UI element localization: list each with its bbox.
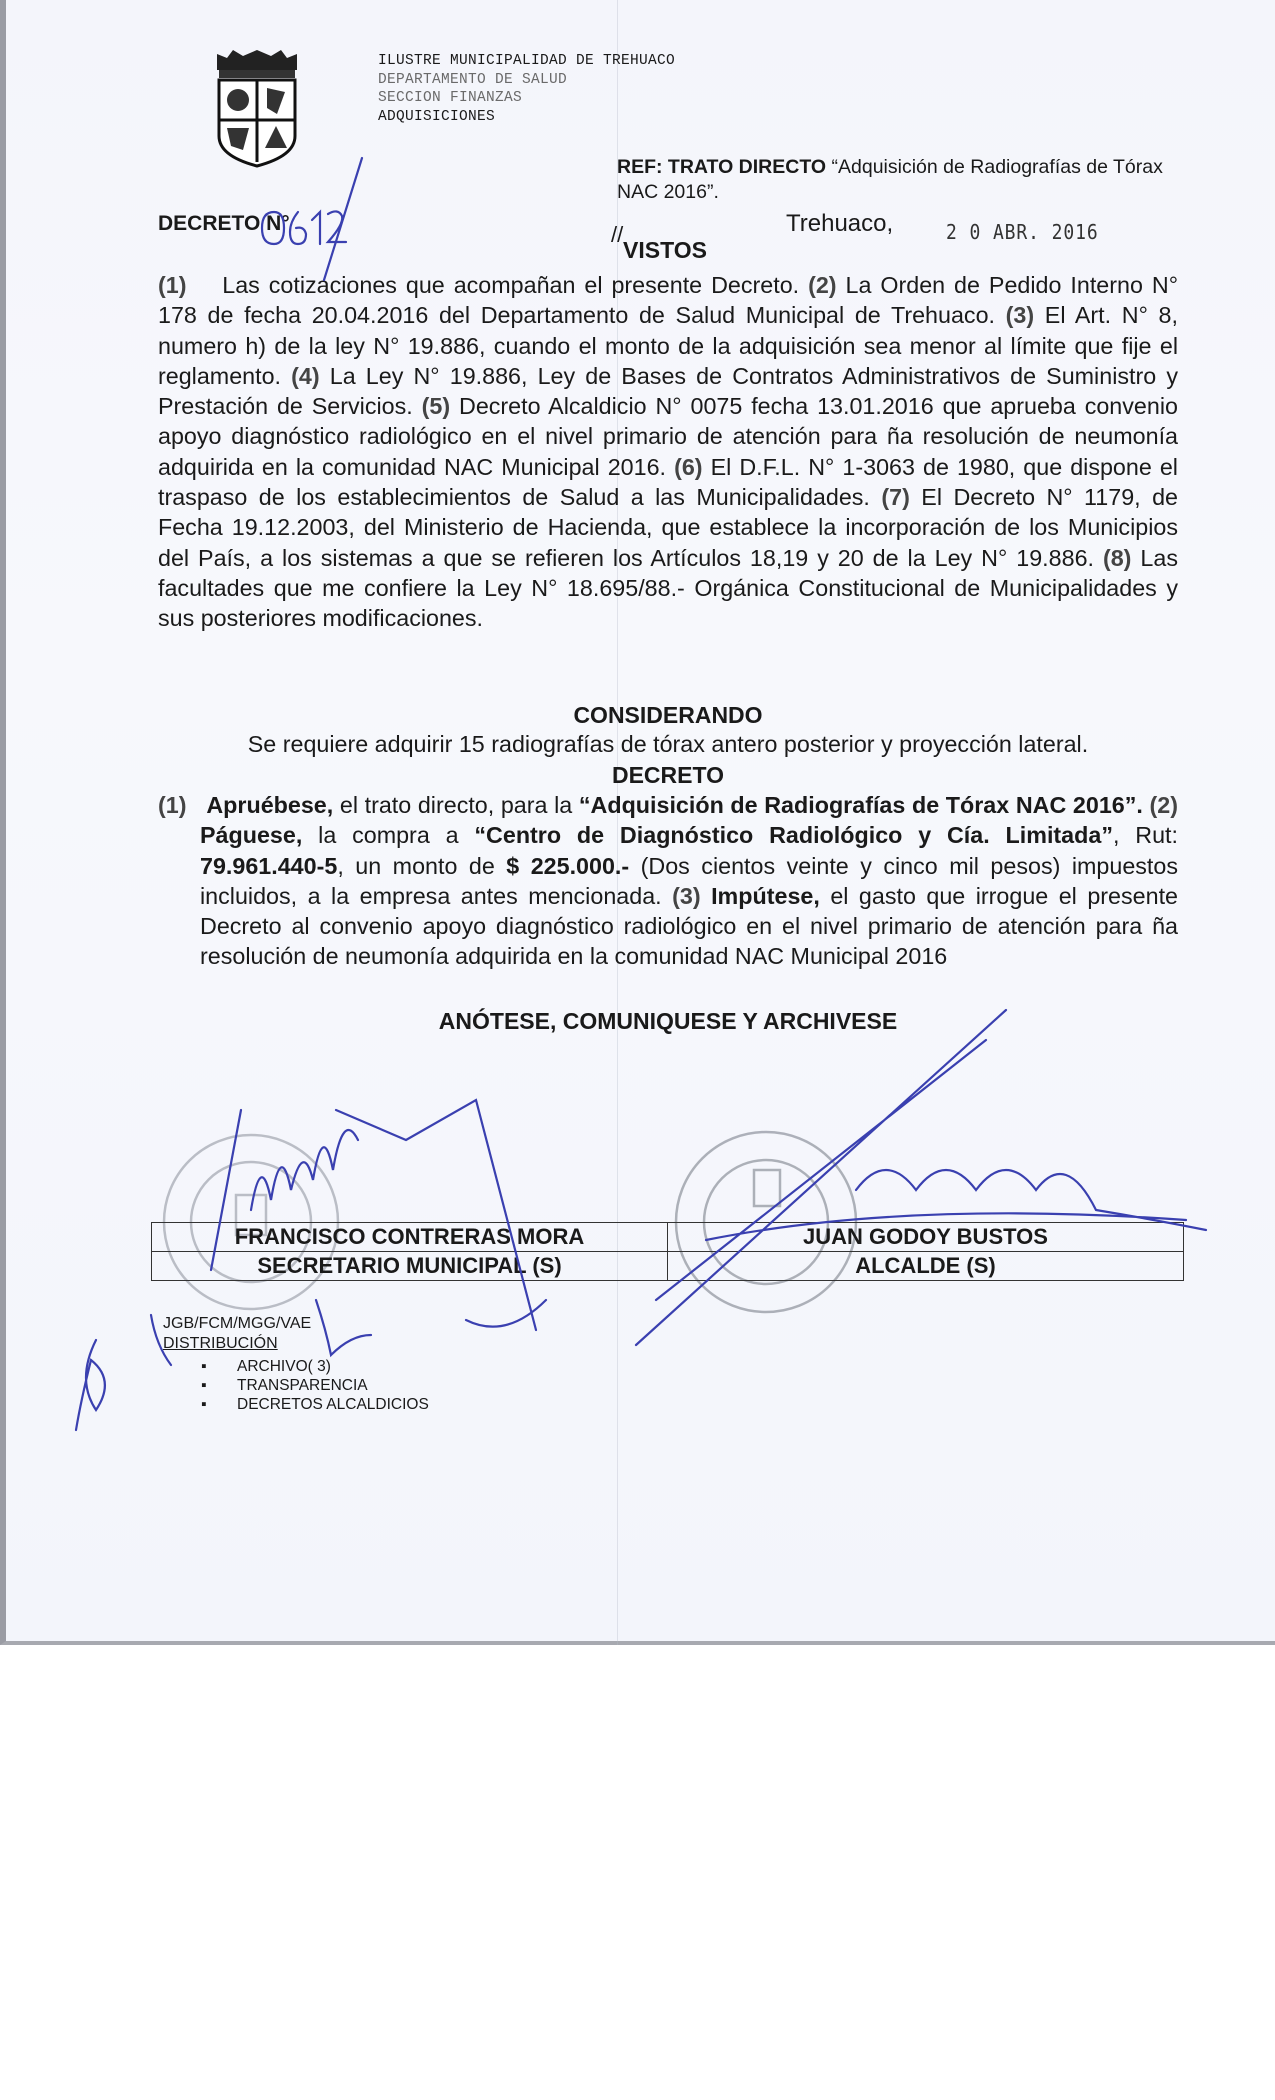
right-signature-icon xyxy=(636,1010,1206,1345)
closing-formula: ANÓTESE, COMUNIQUESE Y ARCHIVESE xyxy=(438,1008,898,1034)
handwriting-layer xyxy=(6,0,1275,1645)
item-number: (6) xyxy=(674,453,703,480)
vistos-item: Las cotizaciones que acompañan el presente Decreto. xyxy=(222,272,800,298)
left-signatory-title: SECRETARIO MUNICIPAL (S) xyxy=(152,1252,668,1281)
amount-value: $ 225.000.- xyxy=(506,852,630,879)
vistos-item: La Ley N° 19.886, Ley de Bases de Contratos Administrativos de Suministro y Prestación de Servicios. xyxy=(158,362,1178,420)
item-number: (8) xyxy=(1102,544,1132,571)
considerando-heading: CONSIDERANDO xyxy=(573,702,763,728)
right-signatory-title: ALCALDE (S) xyxy=(668,1252,1184,1281)
right-signatory-name: JUAN GODOY BUSTOS xyxy=(668,1223,1184,1252)
vistos-item: El Decreto N° 1179, de Fecha 19.12.2003, del Ministerio de Hacienda, que establece la incorporación de los Municipios del País, a los sistemas a que se refieren los Artículos 18,19 y 20 de la Ley N° 19.886. xyxy=(158,484,1178,571)
decreto-heading: DECRETO xyxy=(611,762,725,788)
company-name: “Centro de Diagnóstico Radiológico y Cía. Limitada” xyxy=(474,822,1113,849)
distribution-label: DISTRIBUCIÓN xyxy=(163,1335,278,1352)
item-number: (4) xyxy=(291,362,320,389)
date-stamp: 2 0 ABR. 2016 xyxy=(946,220,1099,244)
decree-label: DECRETO N° xyxy=(158,212,290,235)
vistos-item: El Art. N° 8, numero h) de la ley N° 19.886, cuando el monto de la adquisición sea menor al límite que fije el reglamento. xyxy=(158,302,1178,389)
letterhead-line: ADQUISICIONES xyxy=(378,108,496,125)
decreto-text: (Dos cientos veinte y cinco mil pesos) impuestos incluidos, a la empresa antes mencionada. xyxy=(200,852,1179,909)
item-number: (2) xyxy=(1149,792,1178,818)
rut-value: 79.961.440-5 xyxy=(200,852,338,879)
letterhead-line: DEPARTAMENTO DE SALUD xyxy=(378,71,568,88)
decree-number-handwritten-icon xyxy=(262,211,346,244)
left-signature-icon xyxy=(211,1100,546,1330)
initials: JGB/FCM/MGG/VAE xyxy=(163,1315,312,1332)
decreto-text: el trato directo, para la xyxy=(339,792,573,818)
decree-slash-icon xyxy=(324,158,362,280)
item-number: (1) xyxy=(158,272,187,298)
vistos-item: Decreto Alcaldicio N° 0075 fecha 13.01.2016 que aprueba convenio apoyo diagnóstico radiológico en el nivel primario de atención para ña resolución de neumonía adquirida en la comunidad NAC Municipal 2016. xyxy=(158,393,1178,480)
item-number: (1) xyxy=(158,792,187,818)
rut-label: , Rut: xyxy=(1112,822,1179,849)
vistos-item: La Orden de Pedido Interno N° 178 de fecha 20.04.2016 del Departamento de Salud Municipal de Trehuaco. xyxy=(158,272,1179,329)
vistos-heading: VISTOS xyxy=(623,237,707,263)
considerando-text: Se requiere adquirir 15 radiografías de tórax antero posterior y proyección lateral. xyxy=(247,731,1089,757)
decreto-text: la compra a xyxy=(318,822,459,849)
distribution-item: ▪ DECRETOS ALCALDICIOS xyxy=(201,1395,429,1414)
place: Trehuaco, xyxy=(786,210,894,237)
item-number: (3) xyxy=(1005,302,1035,329)
item-number: (7) xyxy=(881,484,910,511)
reference-label: REF: TRATO DIRECTO xyxy=(617,156,827,178)
letterhead-line: SECCION FINANZAS xyxy=(378,90,523,106)
slashes: // xyxy=(611,222,624,247)
vistos-item: Las facultades que me confiere la Ley N° 18.695/88.- Orgánica Constitucional de Municipalidades y sus posteriores modificaciones. xyxy=(158,544,1178,632)
decreto-verb: Páguese, xyxy=(200,822,303,849)
letterhead-line: ILUSTRE MUNICIPALIDAD DE TREHUACO xyxy=(378,53,676,69)
distribution-item: ▪ ARCHIVO( 3) xyxy=(201,1357,429,1376)
initial-paraph-icon xyxy=(76,1340,105,1430)
reference-text: “Adquisición de Radiografías de Tórax NAC 2016”. xyxy=(617,156,1163,203)
decreto-text: el gasto que irrogue el presente Decreto al convenio apoyo diagnóstico radiológico en el nivel primario de atención para ña resolución de neumonía adquirida en la comunidad NAC Municipal 2016 xyxy=(200,882,1178,970)
decreto-verb: Apruébese, xyxy=(206,792,334,818)
item-number: (5) xyxy=(421,393,451,420)
footer-signature-icon xyxy=(151,1300,371,1365)
item-number: (2) xyxy=(808,272,837,298)
distribution-item: ▪ TRANSPARENCIA xyxy=(201,1376,429,1395)
item-number: (3) xyxy=(672,882,701,909)
amount-label: , un monto de xyxy=(337,852,495,879)
decreto-title: “Adquisición de Radiografías de Tórax NAC 2016”. xyxy=(578,792,1143,818)
vistos-item: El D.F.L. N° 1-3063 de 1980, que dispone el traspaso de los establecimientos de Salud a las Municipalidades. xyxy=(158,453,1178,511)
decreto-verb: Impútese, xyxy=(711,882,820,909)
left-signatory-name: FRANCISCO CONTRERAS MORA xyxy=(152,1223,668,1252)
